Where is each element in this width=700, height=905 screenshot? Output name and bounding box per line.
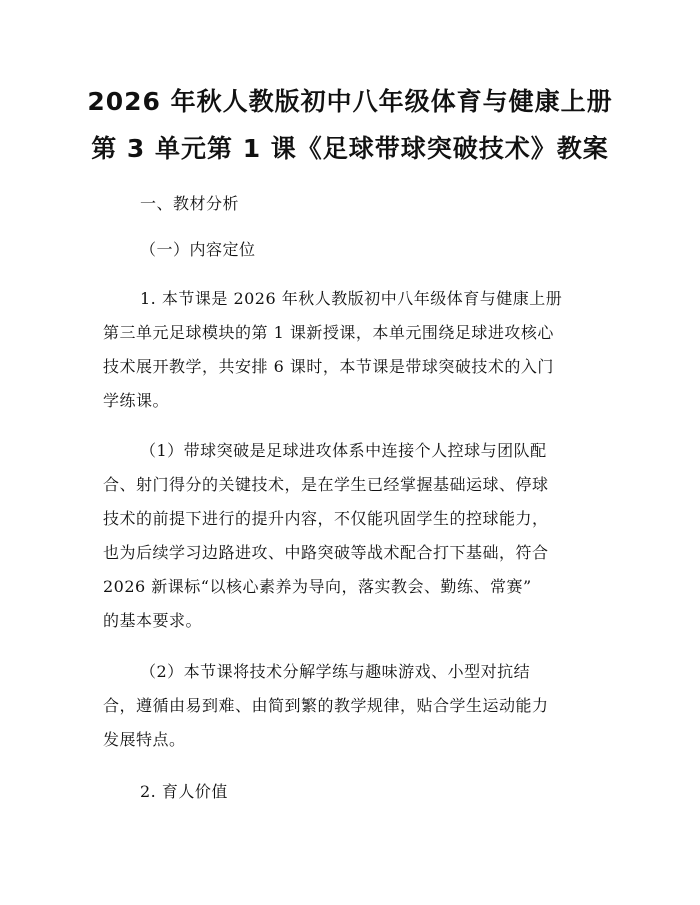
paragraph-1-line: 技术展开教学，共安排 6 课时，本节课是带球突破技术的入门 [103, 357, 554, 376]
subsection-heading-content-positioning: （一）内容定位 [140, 240, 256, 259]
paragraph-1-line: 第三单元足球模块的第 1 课新授课，本单元围绕足球进攻核心 [103, 323, 554, 342]
paragraph-1-line: 1. 本节课是 2026 年秋人教版初中八年级体育与健康上册 [140, 289, 563, 308]
paragraph-1-line: 学练课。 [103, 391, 170, 410]
paragraph-2-line: （1）带球突破是足球进攻体系中连接个人控球与团队配 [140, 441, 547, 460]
paragraph-3-line: 发展特点。 [103, 730, 186, 749]
paragraph-2-line: 2026 新课标“以核心素养为导向，落实教会、勤练、常赛” [103, 577, 532, 596]
section-heading-teaching-material-analysis: 一、教材分析 [140, 194, 240, 213]
document-title-line-1: 2026 年秋人教版初中八年级体育与健康上册 [87, 87, 613, 116]
paragraph-2-line: 合、射门得分的关键技术，是在学生已经掌握基础运球、停球 [103, 475, 549, 494]
paragraph-3-line: （2）本节课将技术分解学练与趣味游戏、小型对抗结 [140, 662, 531, 681]
document-title-line-2: 第 3 单元第 1 课《足球带球突破技术》教案 [91, 134, 609, 163]
paragraph-3-line: 合，遵循由易到难、由简到繁的教学规律，贴合学生运动能力 [103, 696, 549, 715]
paragraph-2-line: 也为后续学习边路进攻、中路突破等战术配合打下基础，符合 [103, 543, 549, 562]
subsection-heading-educational-value: 2. 育人价值 [140, 782, 228, 801]
paragraph-2-line: 的基本要求。 [103, 611, 203, 630]
paragraph-2-line: 技术的前提下进行的提升内容，不仅能巩固学生的控球能力， [103, 509, 549, 528]
